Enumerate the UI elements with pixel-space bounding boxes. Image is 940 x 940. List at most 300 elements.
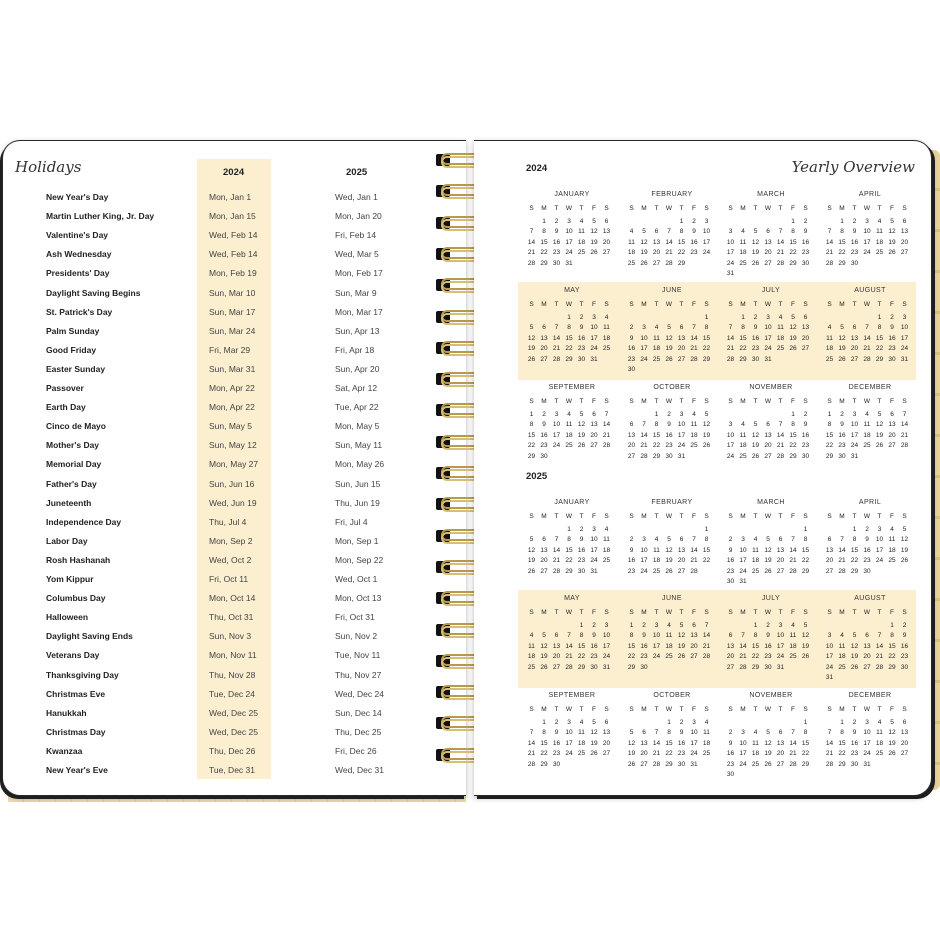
- day-number: 9: [554, 729, 559, 737]
- day-number: 6: [827, 536, 832, 544]
- holiday-name: Memorial Day: [46, 459, 102, 470]
- weekday-letter: T: [852, 609, 857, 616]
- day-number: 16: [764, 642, 772, 650]
- day-number: 20: [863, 653, 871, 661]
- day-number: 21: [789, 750, 797, 758]
- weekday-letter: S: [629, 513, 634, 520]
- day-number: 24: [565, 249, 573, 257]
- day-number: 28: [863, 355, 871, 363]
- day-number: 26: [888, 750, 896, 758]
- day-number: 22: [838, 249, 846, 257]
- day-number: 27: [540, 567, 548, 575]
- day-number: 13: [540, 546, 548, 554]
- weekday-letter: F: [791, 398, 795, 405]
- day-number: 14: [690, 334, 698, 342]
- day-number: 30: [677, 760, 686, 768]
- day-number: 23: [677, 750, 686, 758]
- day-number: 3: [728, 228, 733, 236]
- day-number: 28: [565, 663, 573, 671]
- day-number: 24: [565, 750, 573, 758]
- weekday-letter: S: [629, 301, 634, 308]
- day-number: 18: [627, 249, 636, 257]
- day-number: 1: [803, 526, 808, 533]
- day-number: 20: [552, 653, 561, 661]
- day-number: 22: [677, 249, 686, 257]
- weekday-header: [526, 398, 618, 408]
- day-number: 18: [739, 249, 747, 257]
- day-number: 12: [888, 228, 896, 236]
- day-number: 16: [850, 238, 859, 246]
- day-number: 25: [888, 557, 896, 565]
- day-number: 15: [540, 739, 548, 747]
- day-number: 19: [640, 249, 648, 257]
- month-calendar: [626, 287, 718, 379]
- day-number: 18: [652, 557, 661, 565]
- day-number: 28: [527, 259, 536, 267]
- day-number: 30: [577, 567, 586, 575]
- weekday-letter: T: [679, 706, 684, 713]
- month-calendar: [526, 499, 618, 591]
- day-number: 6: [542, 324, 546, 332]
- day-number: 29: [565, 567, 573, 575]
- holiday-name: Palm Sunday: [46, 325, 100, 336]
- holiday-date-2025: Tue, Nov 11: [335, 650, 381, 661]
- day-number: 21: [690, 345, 698, 353]
- weekday-letter: F: [791, 609, 795, 616]
- day-number: 4: [877, 719, 882, 726]
- day-number: 27: [850, 355, 859, 363]
- day-number: 22: [739, 345, 747, 353]
- day-number: 6: [692, 622, 696, 629]
- day-number: 13: [690, 632, 698, 640]
- holiday-date-2024: Sun, Mar 17: [209, 306, 256, 317]
- day-number: 31: [825, 674, 834, 681]
- day-number: 7: [827, 228, 832, 236]
- day-number: 10: [640, 546, 648, 554]
- day-number: 18: [776, 334, 785, 342]
- weekday-letter: M: [839, 706, 845, 713]
- day-number: 14: [825, 238, 834, 246]
- holiday-date-2025: Fri, Oct 31: [335, 612, 375, 623]
- day-number: 21: [838, 557, 846, 565]
- day-number: 8: [704, 324, 709, 332]
- day-number: 14: [665, 238, 673, 246]
- day-number: 24: [602, 653, 611, 661]
- day-number: 1: [567, 314, 571, 321]
- weekday-letter: S: [803, 513, 808, 520]
- day-number: 10: [825, 642, 834, 650]
- day-number: 30: [726, 578, 735, 585]
- day-number: 16: [863, 546, 871, 554]
- day-number: 5: [629, 729, 634, 737]
- day-number: 25: [875, 750, 884, 758]
- day-number: 15: [739, 334, 747, 342]
- day-number: 14: [900, 421, 909, 429]
- day-number: 10: [702, 228, 711, 236]
- day-number: 11: [876, 228, 883, 236]
- holiday-date-2025: Fri, Dec 26: [335, 745, 377, 756]
- day-number: 20: [764, 442, 772, 450]
- day-number: 30: [751, 355, 760, 363]
- holiday-date-2024: Mon, Oct 14: [209, 593, 256, 604]
- day-number: 1: [667, 719, 671, 726]
- day-number: 21: [825, 249, 834, 257]
- day-number: 17: [825, 653, 834, 661]
- day-number: 25: [602, 345, 611, 353]
- weekday-header: [824, 706, 916, 716]
- holiday-row: [3, 440, 467, 459]
- day-number: 2: [803, 411, 808, 418]
- day-number: 13: [627, 431, 636, 439]
- holiday-name: Juneteenth: [46, 497, 92, 508]
- weekday-letter: W: [565, 609, 573, 616]
- day-number: 20: [764, 249, 772, 257]
- day-number: 9: [642, 632, 646, 640]
- day-number: 7: [791, 536, 795, 544]
- day-number: 16: [552, 238, 561, 246]
- month-name: JANUARY: [554, 191, 590, 198]
- day-number: 17: [726, 442, 735, 450]
- weekday-letter: S: [704, 706, 709, 713]
- day-number: 8: [803, 729, 808, 737]
- day-number: 19: [702, 431, 711, 439]
- weekday-letter: S: [827, 398, 832, 405]
- day-number: 15: [789, 431, 797, 439]
- day-number: 10: [875, 536, 884, 544]
- day-number: 14: [776, 238, 785, 246]
- day-number: 17: [776, 642, 785, 650]
- day-number: 6: [803, 314, 808, 321]
- day-number: 3: [592, 526, 596, 533]
- holiday-date-2025: Mon, Sep 22: [335, 554, 384, 565]
- day-number: 30: [850, 760, 859, 768]
- holiday-name: Kwanzaa: [46, 745, 83, 756]
- holiday-row: [3, 383, 467, 402]
- day-number: 4: [890, 526, 894, 533]
- weekday-letter: T: [554, 513, 559, 520]
- holiday-date-2024: Mon, Apr 22: [209, 383, 255, 393]
- holiday-row: [3, 268, 467, 287]
- day-number: 28: [838, 567, 846, 575]
- day-number: 5: [642, 228, 646, 236]
- day-number: 13: [652, 238, 661, 246]
- weekday-letter: T: [579, 609, 584, 616]
- day-number: 28: [900, 442, 909, 450]
- month-name: DECEMBER: [848, 384, 892, 391]
- weekday-letter: S: [728, 205, 733, 212]
- day-number: 3: [567, 218, 571, 225]
- day-number: 10: [602, 632, 611, 640]
- weekday-letter: S: [803, 205, 808, 212]
- day-number: 22: [801, 750, 810, 758]
- day-number: 11: [690, 421, 698, 429]
- day-number: 3: [592, 314, 596, 321]
- day-number: 31: [565, 259, 573, 267]
- day-number: 12: [677, 632, 686, 640]
- day-number: 26: [764, 567, 772, 575]
- day-number: 2: [803, 218, 808, 225]
- month-calendar: [526, 384, 618, 476]
- day-number: 21: [527, 750, 536, 758]
- day-number: 11: [578, 228, 585, 236]
- day-number: 4: [753, 729, 758, 737]
- weekday-header: [626, 205, 718, 215]
- day-number: 5: [890, 218, 894, 225]
- day-number: 18: [863, 431, 871, 439]
- holiday-name: Valentine's Day: [46, 230, 109, 241]
- day-number: 16: [726, 557, 735, 565]
- holiday-row: [3, 211, 467, 230]
- day-number: 22: [825, 442, 834, 450]
- day-number: 22: [789, 442, 797, 450]
- day-number: 1: [567, 526, 571, 533]
- day-number: 20: [801, 334, 810, 342]
- day-number: 12: [702, 421, 711, 429]
- day-number: 13: [540, 334, 548, 342]
- weekday-letter: S: [728, 301, 733, 308]
- day-number: 7: [840, 536, 844, 544]
- day-number: 13: [863, 642, 871, 650]
- day-number: 19: [665, 345, 673, 353]
- day-number: 27: [900, 249, 909, 257]
- holiday-date-2024: Wed, Dec 25: [209, 707, 258, 718]
- day-number: 20: [776, 557, 785, 565]
- holiday-date-2025: Sun, Dec 14: [335, 707, 382, 718]
- weekday-letter: W: [565, 398, 573, 405]
- weekday-header: [725, 706, 817, 716]
- weekday-letter: F: [890, 706, 894, 713]
- weekday-letter: S: [803, 301, 808, 308]
- day-number: 6: [766, 421, 770, 429]
- day-number: 4: [529, 632, 534, 640]
- month-calendar: [824, 384, 916, 476]
- day-number: 12: [764, 546, 772, 554]
- holiday-date-2024: Sun, Jun 16: [209, 478, 255, 489]
- month-calendar: [526, 692, 618, 784]
- day-number: 7: [692, 536, 696, 544]
- day-number: 11: [578, 729, 585, 737]
- month-name: JULY: [761, 595, 781, 602]
- day-number: 2: [902, 622, 907, 629]
- day-number: 25: [751, 567, 760, 575]
- day-number: 25: [825, 355, 834, 363]
- weekday-letter: M: [641, 301, 647, 308]
- day-number: 31: [590, 355, 598, 363]
- day-number: 25: [875, 249, 884, 257]
- day-number: 30: [552, 259, 561, 267]
- day-number: 8: [741, 324, 745, 332]
- weekday-letter: S: [704, 205, 709, 212]
- day-number: 15: [540, 238, 548, 246]
- day-number: 2: [852, 218, 857, 225]
- day-number: 2: [890, 314, 894, 321]
- weekday-letter: T: [877, 706, 882, 713]
- holiday-row: [3, 727, 467, 746]
- day-number: 24: [677, 442, 686, 450]
- weekday-letter: S: [629, 706, 634, 713]
- day-number: 29: [789, 259, 797, 267]
- day-number: 4: [654, 324, 659, 332]
- holiday-date-2025: Sun, Mar 9: [335, 287, 377, 298]
- day-number: 12: [801, 632, 810, 640]
- day-number: 23: [552, 750, 561, 758]
- day-number: 7: [554, 536, 559, 544]
- weekday-letter: T: [877, 513, 882, 520]
- day-number: 23: [577, 345, 586, 353]
- weekday-letter: W: [863, 301, 871, 308]
- weekday-letter: W: [863, 513, 871, 520]
- weekday-letter: S: [604, 513, 609, 520]
- day-number: 6: [554, 632, 559, 640]
- day-number: 10: [726, 238, 735, 246]
- day-number: 18: [751, 750, 760, 758]
- holiday-date-2024: Wed, Feb 14: [209, 230, 258, 241]
- day-number: 15: [677, 238, 686, 246]
- day-number: 5: [766, 536, 770, 544]
- weekday-letter: F: [692, 513, 696, 520]
- day-number: 20: [850, 345, 859, 353]
- month-calendar: [725, 384, 817, 476]
- day-number: 15: [702, 546, 711, 554]
- holiday-date-2024: Wed, Dec 25: [209, 726, 258, 737]
- day-number: 12: [875, 421, 884, 429]
- day-number: 17: [602, 642, 611, 650]
- weekday-letter: S: [704, 513, 709, 520]
- day-number: 25: [565, 442, 573, 450]
- weekday-letter: T: [654, 301, 659, 308]
- day-number: 27: [602, 750, 611, 758]
- month-name: JANUARY: [554, 499, 590, 506]
- day-number: 28: [690, 567, 698, 575]
- day-number: 17: [764, 334, 772, 342]
- day-number: 14: [652, 739, 661, 747]
- holiday-row: [3, 650, 467, 669]
- weekday-letter: S: [529, 205, 534, 212]
- day-number: 3: [827, 632, 832, 640]
- day-number: 4: [667, 622, 671, 629]
- weekday-letter: T: [679, 205, 684, 212]
- holiday-name: New Year's Day: [46, 192, 109, 202]
- weekday-letter: F: [890, 205, 894, 212]
- day-number: 2: [667, 411, 671, 418]
- day-number: 21: [776, 249, 785, 257]
- day-number: 26: [838, 355, 846, 363]
- day-number: 20: [726, 653, 735, 661]
- day-number: 18: [565, 431, 573, 439]
- weekday-letter: F: [890, 513, 894, 520]
- day-number: 4: [741, 228, 745, 236]
- weekday-letter: T: [778, 609, 783, 616]
- weekday-letter: W: [665, 513, 673, 520]
- holiday-date-2025: Fri, Apr 18: [335, 344, 375, 355]
- day-number: 24: [776, 653, 785, 661]
- day-number: 12: [665, 334, 673, 342]
- weekday-letter: S: [529, 398, 534, 405]
- year-label: 2025: [526, 471, 548, 482]
- day-number: 9: [579, 536, 584, 544]
- month-name: OCTOBER: [653, 384, 691, 391]
- holiday-name: Hanukkah: [46, 707, 87, 718]
- day-number: 4: [654, 536, 659, 544]
- holiday-row: [3, 402, 467, 421]
- day-number: 9: [753, 324, 758, 332]
- holiday-row: [3, 479, 467, 498]
- day-number: 12: [764, 739, 772, 747]
- day-number: 11: [653, 334, 660, 342]
- day-number: 19: [888, 238, 896, 246]
- day-number: 20: [900, 739, 909, 747]
- day-number: 29: [801, 760, 810, 768]
- day-number: 4: [692, 411, 696, 418]
- day-number: 19: [527, 557, 536, 565]
- day-number: 26: [888, 249, 896, 257]
- holiday-date-2025: Wed, Jan 1: [335, 192, 378, 202]
- day-number: 13: [776, 546, 785, 554]
- day-number: 26: [590, 249, 598, 257]
- day-number: 1: [654, 411, 659, 418]
- holiday-row: [3, 345, 467, 364]
- day-number: 4: [629, 228, 634, 236]
- day-number: 7: [567, 632, 571, 640]
- day-number: 3: [766, 314, 770, 321]
- day-number: 11: [752, 739, 759, 747]
- day-number: 21: [702, 642, 711, 650]
- holiday-row: [3, 631, 467, 650]
- holiday-name: Christmas Day: [46, 726, 106, 737]
- day-number: 30: [627, 366, 636, 373]
- day-number: 18: [702, 739, 711, 747]
- weekday-header: [526, 205, 618, 215]
- day-number: 24: [702, 249, 711, 257]
- weekday-header: [526, 609, 618, 619]
- holiday-date-2024: Fri, Oct 11: [209, 574, 249, 584]
- weekday-letter: S: [728, 398, 733, 405]
- day-number: 10: [850, 421, 859, 429]
- day-number: 23: [665, 442, 673, 450]
- day-number: 5: [529, 536, 534, 544]
- holiday-row: [3, 593, 467, 612]
- day-number: 27: [764, 259, 772, 267]
- day-number: 26: [751, 452, 760, 460]
- day-number: 9: [766, 632, 770, 640]
- day-number: 10: [590, 536, 598, 544]
- day-number: 5: [890, 719, 894, 726]
- day-number: 14: [789, 546, 797, 554]
- weekday-letter: W: [665, 205, 673, 212]
- day-number: 3: [852, 411, 857, 418]
- day-number: 26: [540, 663, 548, 671]
- day-number: 27: [627, 452, 636, 460]
- day-number: 12: [751, 431, 760, 439]
- day-number: 8: [852, 536, 857, 544]
- weekday-letter: W: [565, 513, 573, 520]
- month-name: FEBRUARY: [651, 499, 693, 506]
- day-number: 20: [602, 238, 611, 246]
- day-number: 9: [554, 228, 559, 236]
- holiday-row: [3, 364, 467, 383]
- day-number: 1: [840, 218, 844, 225]
- day-number: 12: [850, 642, 859, 650]
- day-number: 1: [529, 411, 534, 418]
- day-number: 13: [900, 228, 909, 236]
- day-number: 11: [739, 238, 747, 246]
- day-number: 11: [565, 421, 573, 429]
- holiday-date-2024: Thu, Dec 26: [209, 745, 256, 756]
- weekday-letter: M: [740, 609, 746, 616]
- weekday-letter: T: [554, 398, 559, 405]
- day-number: 7: [654, 729, 659, 737]
- holiday-date-2025: Wed, Oct 1: [335, 574, 378, 584]
